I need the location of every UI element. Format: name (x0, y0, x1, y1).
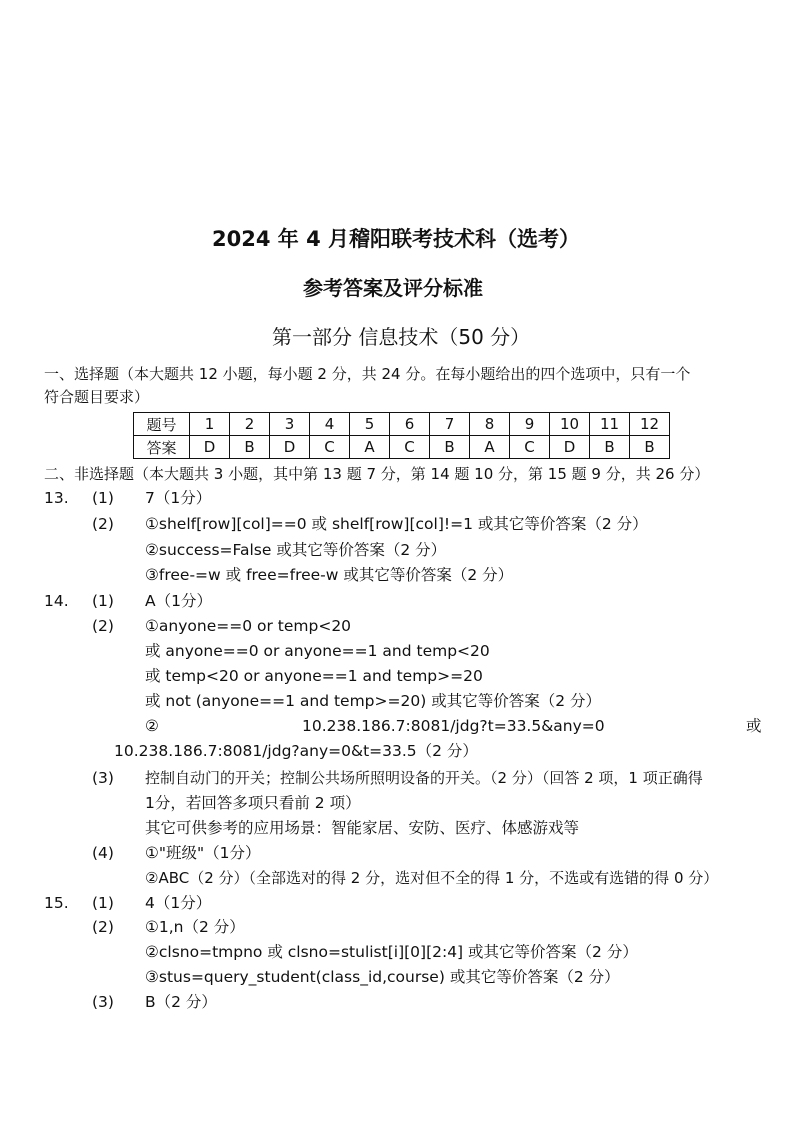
table-cell: C (510, 436, 550, 459)
table-cell: 11 (590, 413, 630, 436)
table-row-numbers (134, 413, 670, 436)
q15-answer-3: B（2 分） (145, 993, 217, 1011)
q14-part-label: (2) (92, 617, 114, 635)
q15-part-label: (1) (92, 894, 114, 912)
table-cell: C (390, 436, 430, 459)
q15-answer-1: 4（1分） (145, 894, 212, 912)
table-cell: 5 (350, 413, 390, 436)
table-cell: 12 (630, 413, 670, 436)
q15-part-label: (2) (92, 918, 114, 936)
table-cell: B (630, 436, 670, 459)
section-heading: 第一部分 信息技术（50 分） (272, 325, 531, 349)
q15-number: 15. (44, 894, 69, 912)
table-cell: 6 (390, 413, 430, 436)
q15-answer-2-3: ③stus=query_student(class_id,course) 或其它等价答案（2 分） (145, 968, 620, 986)
q14-answer-2-3: 或 temp<20 or anyone==1 and temp>=20 (145, 667, 483, 685)
q14-part-label: (4) (92, 844, 114, 862)
table-cell: 3 (270, 413, 310, 436)
table-cell: 10 (550, 413, 590, 436)
q14-part-label: (3) (92, 769, 114, 787)
table-cell: A (350, 436, 390, 459)
q14-answer-1: A（1分） (145, 592, 212, 610)
q14-answer-2-6: 10.238.186.7:8081/jdg?any=0&t=33.5（2 分） (114, 742, 478, 760)
answer-table (133, 412, 670, 459)
table-cell: A (470, 436, 510, 459)
table-cell: B (430, 436, 470, 459)
q13-part-label: (1) (92, 489, 114, 507)
q14-answer-3-3: 其它可供参考的应用场景：智能家居、安防、医疗、体感游戏等 (145, 819, 580, 837)
q13-number: 13. (44, 489, 69, 507)
table-cell: 4 (310, 413, 350, 436)
row-label-answer: 答案 (134, 436, 190, 459)
q14-answer-3-2: 1分，若回答多项只看前 2 项） (145, 794, 361, 812)
table-cell: 2 (230, 413, 270, 436)
q13-answer-1: 7（1分） (145, 489, 212, 507)
table-cell: 8 (470, 413, 510, 436)
row-label-number: 题号 (134, 413, 190, 436)
table-row-answers (134, 436, 670, 459)
q13-answer-2-2: ②success=False 或其它等价答案（2 分） (145, 541, 447, 559)
q14-answer-2-5-or: 或 (746, 717, 762, 735)
document-title: 2024 年 4 月稽阳联考技术科（选考） (212, 227, 580, 251)
table-cell: 1 (190, 413, 230, 436)
table-cell: 9 (510, 413, 550, 436)
q13-answer-2-3: ③free-=w 或 free=free-w 或其它等价答案（2 分） (145, 566, 514, 584)
q14-answer-3-1: 控制自动门的开关；控制公共场所照明设备的开关。（2 分）（回答 2 项，1 项正确得 (145, 769, 703, 787)
q13-part-label: (2) (92, 515, 114, 533)
table-cell: D (270, 436, 310, 459)
q14-answer-2-4: 或 not (anyone==1 and temp>=20) 或其它等价答案（2 分） (145, 692, 601, 710)
part1-heading-line1: 一、选择题（本大题共 12 小题，每小题 2 分，共 24 分。在每小题给出的四个选项中，只有一个 (44, 365, 691, 383)
q15-answer-2-2: ②clsno=tmpno 或 clsno=stulist[i][0][2:4] 或其它等价答案（2 分） (145, 943, 638, 961)
part2-heading: 二、非选择题（本大题共 3 小题，其中第 13 题 7 分，第 14 题 10 分，第 15 题 9 分，共 26 分） (44, 465, 710, 483)
q15-answer-2-1: ①1,n（2 分） (145, 918, 245, 936)
q15-part-label: (3) (92, 993, 114, 1011)
q14-answer-2-5-url: 10.238.186.7:8081/jdg?t=33.5&any=0 (302, 717, 605, 735)
table-cell: B (590, 436, 630, 459)
part1-heading-line2: 符合题目要求） (44, 388, 150, 406)
q14-answer-2-2: 或 anyone==0 or anyone==1 and temp<20 (145, 642, 490, 660)
q14-answer-2-1: ①anyone==0 or temp<20 (145, 617, 352, 635)
q14-answer-4-1: ①"班级"（1分） (145, 844, 261, 862)
table-cell: D (550, 436, 590, 459)
q14-answer-4-2: ②ABC（2 分）（全部选对的得 2 分，选对但不全的得 1 分，不选或有选错的得 0 分） (145, 869, 719, 887)
q14-answer-2-5-mark: ② (145, 717, 159, 735)
table-cell: B (230, 436, 270, 459)
table-cell: D (190, 436, 230, 459)
table-cell: 7 (430, 413, 470, 436)
q13-answer-2-1: ①shelf[row][col]==0 或 shelf[row][col]!=1 或其它等价答案（2 分） (145, 515, 648, 533)
document-subtitle: 参考答案及评分标准 (303, 276, 483, 300)
table-cell: C (310, 436, 350, 459)
q14-number: 14. (44, 592, 69, 610)
q14-part-label: (1) (92, 592, 114, 610)
